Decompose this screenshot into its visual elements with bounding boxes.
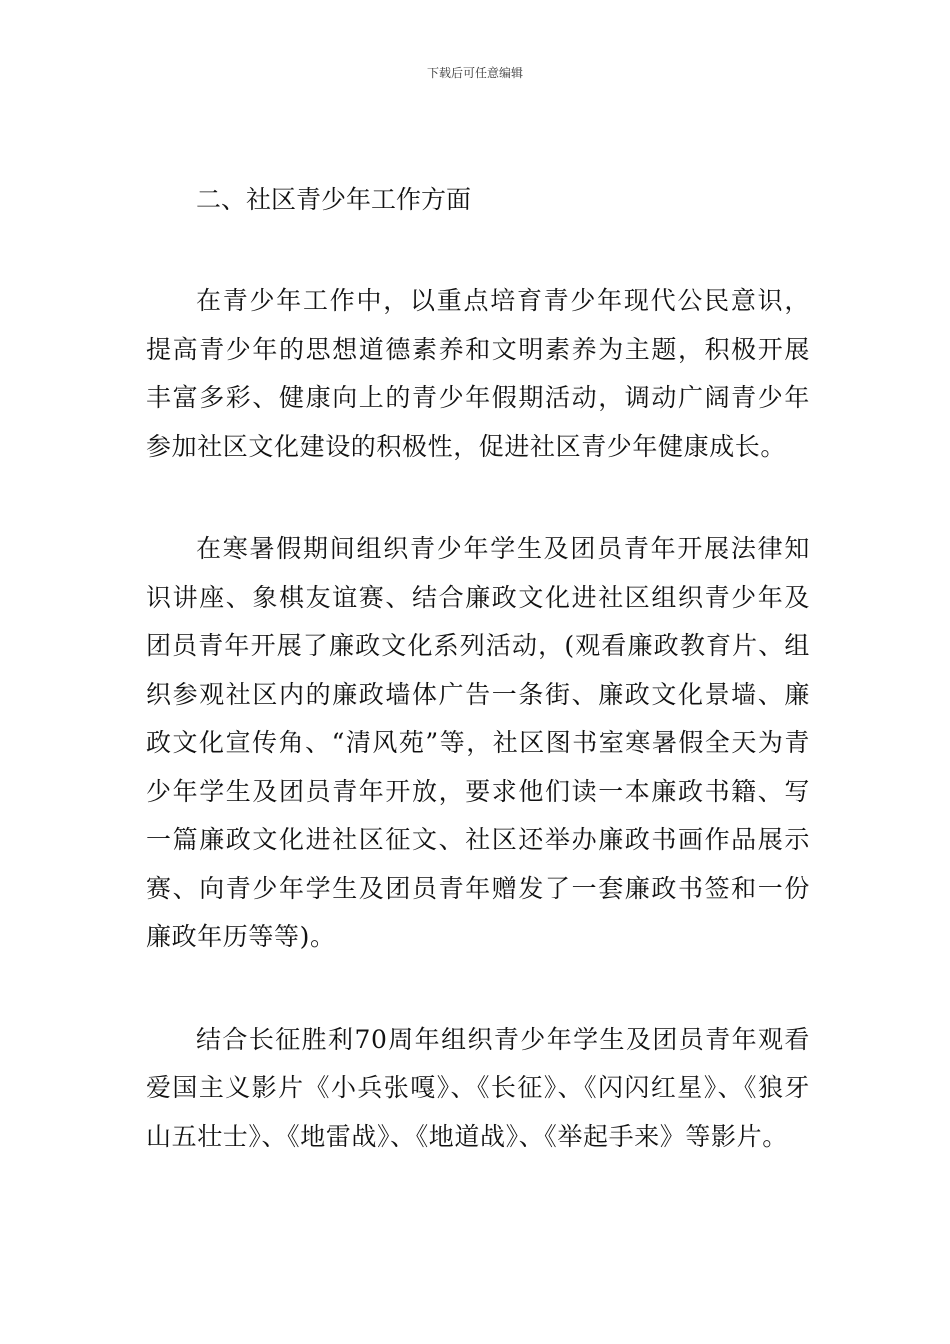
page-header: 下载后可任意编辑 [426, 66, 523, 80]
paragraph-holiday-activities: 在寒暑假期间组织青少年学生及团员青年开展法律知识讲座、象棋友谊赛、结合廉政文化进社区组织青少年及团员青年开展了廉政文化系列活动，(观看廉政教育片、组织参观社区内的廉政墙体广告一条街、廉政文化景墙、廉政文化宣传角、“清风苑”等，社区图书室寒暑假全天为青少年学生及团员青年开放，要求他们读一本廉政书籍、写一篇廉政文化进社区征文、社区还举办廉政书画作品展示赛、向青少年学生及团员青年赠发了一套廉政书签和一份廉政年历等等)。 [146, 534, 810, 951]
paragraph-patriotic-films: 结合长征胜利70周年组织青少年学生及团员青年观看爱国主义影片《小兵张嘎》、《长征》、《闪闪红星》、《狼牙山五壮士》、《地雷战》、《地道战》、《举起手来》等影片。 [146, 1024, 810, 1151]
paragraph-youth-work: 在青少年工作中，以重点培育青少年现代公民意识，提高青少年的思想道德素养和文明素养为主题，积极开展丰富多彩、健康向上的青少年假期活动，调动广阔青少年参加社区文化建设的积极性，促进社区青少年健康成长。 [146, 286, 810, 461]
document-body [146, 176, 810, 1161]
section-heading: 二、社区青少年工作方面 [196, 185, 472, 214]
